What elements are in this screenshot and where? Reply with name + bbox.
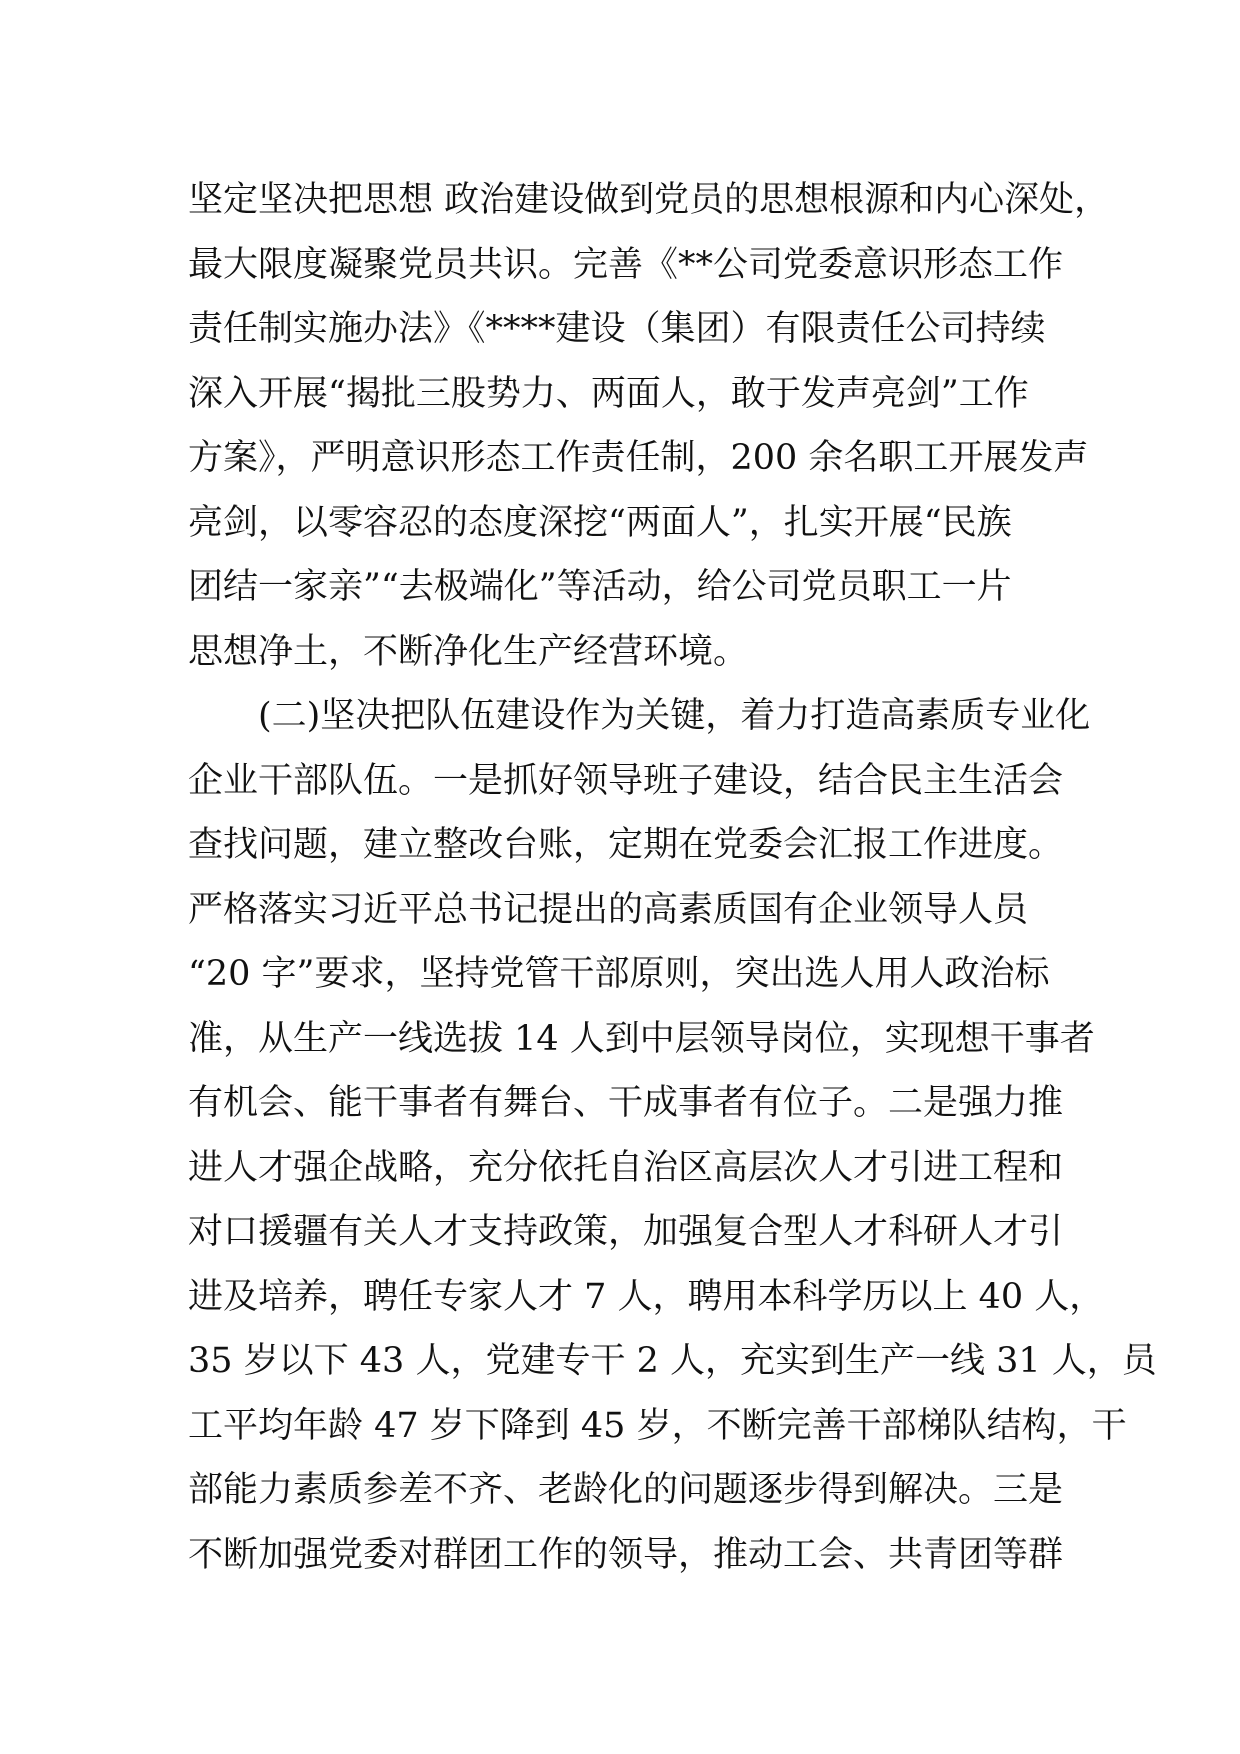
text-line: 责任制实施办法》《****建设（集团）有限责任公司持续 (188, 309, 1046, 349)
text-line: 有机会、能干事者有舞台、干成事者有位子。二是强力推 (188, 1083, 1064, 1123)
text-line: 最大限度凝聚党员共识。完善《**公司党委意识形态工作 (188, 244, 1064, 285)
text-line: 深入开展“揭批三股势力、两面人，敢于发声亮剑”工作 (188, 373, 1029, 414)
text-line: 坚定坚决把思想 政治建设做到党员的思想根源和内心深处， (188, 180, 1110, 220)
text-line: 亮剑，以零容忍的态度深挖“两面人”，扎实开展“民族 (188, 502, 1012, 543)
text-line: 企业干部队伍。一是抓好领导班子建设，结合民主生活会 (188, 760, 1064, 801)
text-line: 部能力素质参差不齐、老龄化的问题逐步得到解决。三是 (188, 1470, 1064, 1510)
text-line: 工平均年龄 47 岁下降到 45 岁，不断完善干部梯队结构，干 (188, 1405, 1127, 1446)
text-line: 对口援疆有关人才支持政策，加强复合型人才科研人才引 (188, 1212, 1064, 1252)
text-line: 思想净土，不断净化生产经营环境。 (188, 631, 749, 672)
text-line: 团结一家亲”“去极端化”等活动，给公司党员职工一片 (188, 567, 1012, 607)
text-line: 不断加强党委对群团工作的领导，推动工会、共青团等群 (188, 1534, 1064, 1575)
text-line: 准，从生产一线选拔 14 人到中层领导岗位，实现想干事者 (188, 1018, 1095, 1059)
text-line: 进及培养，聘任专家人才 7 人，聘用本科学历以上 40 人， (188, 1276, 1105, 1317)
text-line: 35 岁以下 43 人，党建专干 2 人，充实到生产一线 31 人，员 (188, 1341, 1157, 1381)
text-line: “20 字”要求，坚持党管干部原则，突出选人用人政治标 (188, 954, 1050, 994)
text-line: 查找问题，建立整改台账，定期在党委会汇报工作进度。 (188, 825, 1064, 865)
text-line: 严格落实习近平总书记提出的高素质国有企业领导人员 (188, 889, 1029, 930)
text-line: 方案》，严明意识形态工作责任制，200 余名职工开展发声 (188, 438, 1089, 478)
section-heading-line: (二)坚决把队伍建设作为关键，着力打造高素质专业化 (258, 696, 1091, 736)
body-text (188, 168, 1157, 1587)
text-line: 进人才强企战略，充分依托自治区高层次人才引进工程和 (188, 1147, 1064, 1188)
